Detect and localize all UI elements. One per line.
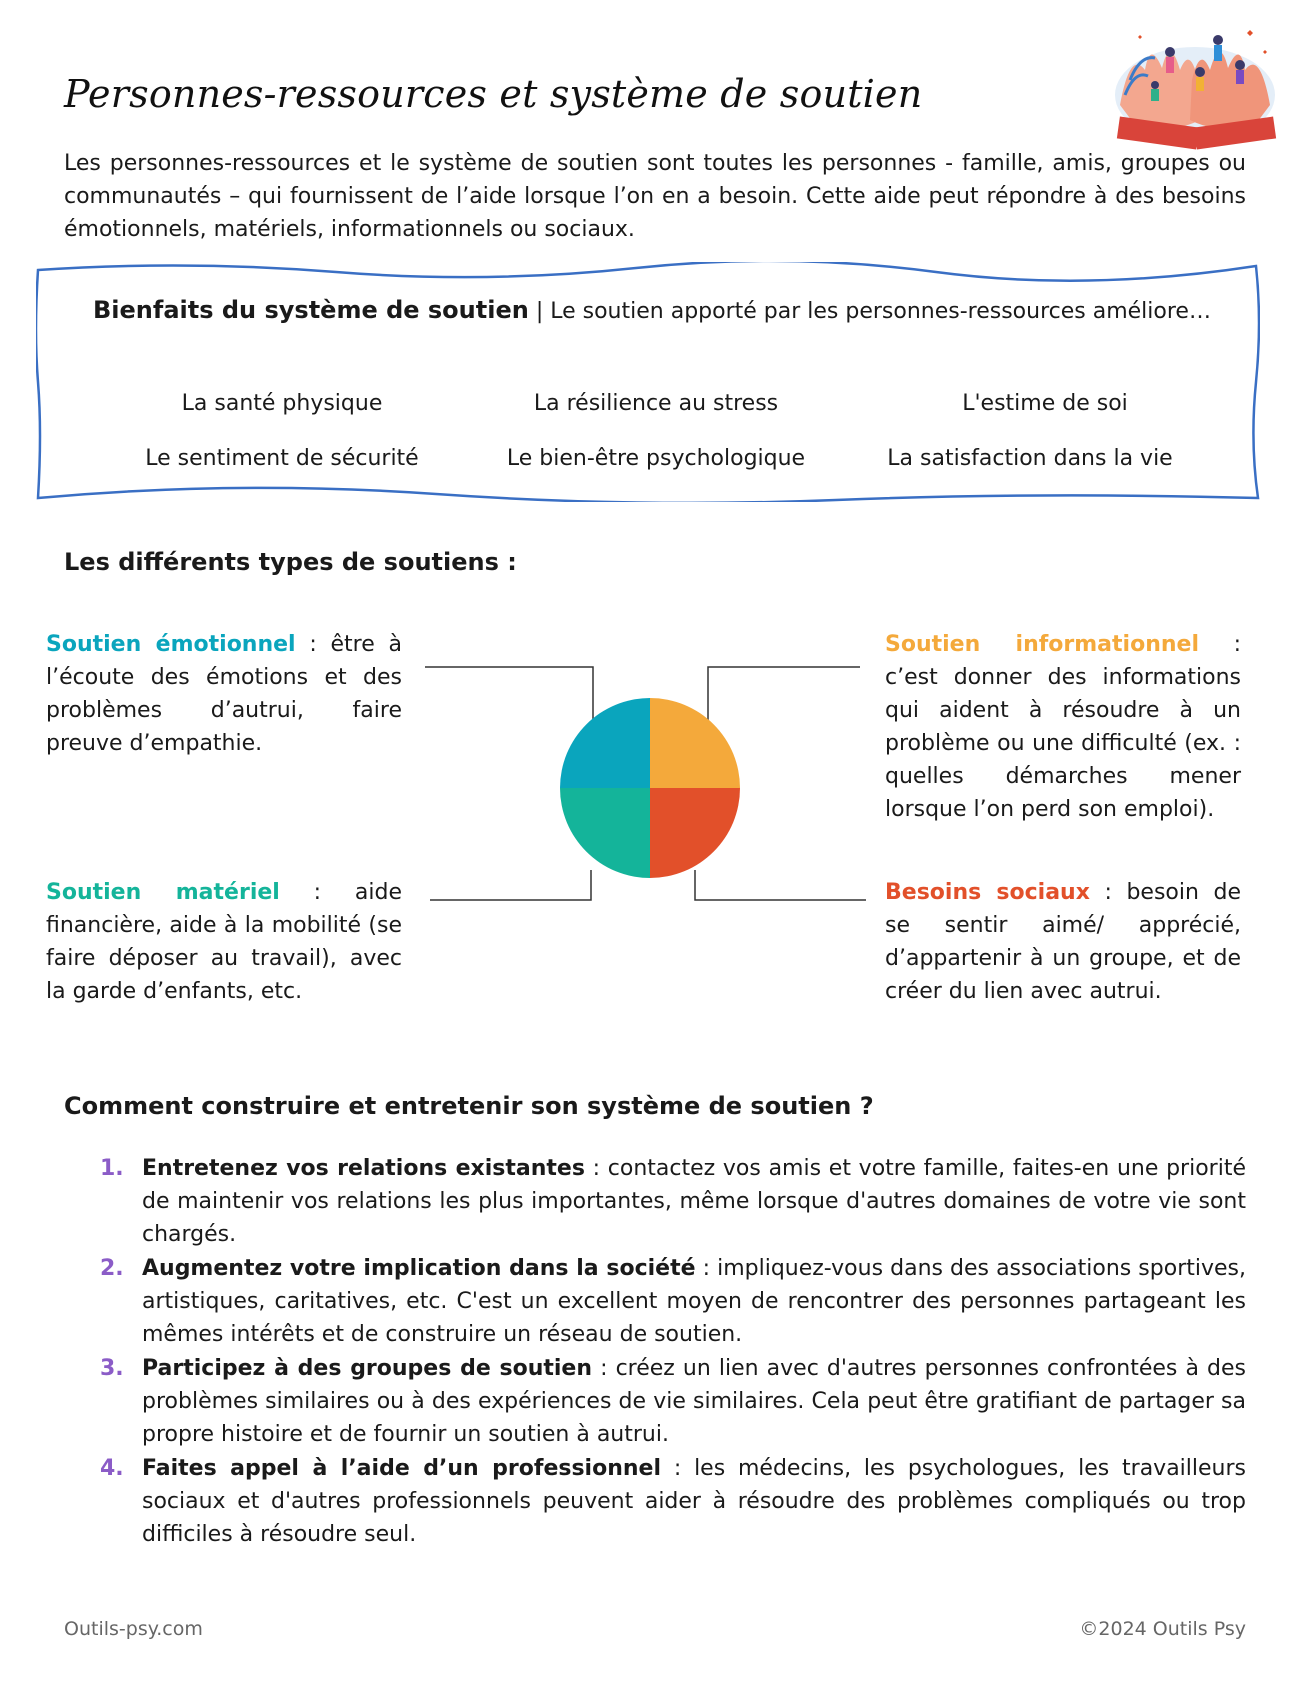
list-item (100, 1352, 1246, 1451)
label-separator: : (1089, 880, 1127, 905)
step-text: : créez un lien avec d'autres personnes confrontées à des problèmes similaires ou à des expériences de vie similaires. Cela peut être gratifiant de partager sa propre histoire et de fournir un soutien à autrui. (142, 1356, 1246, 1447)
connector-line-material (430, 870, 591, 900)
benefit-item: La résilience au stress (533, 391, 779, 416)
social-needs-text: besoin de se sentir aimé/ apprécié, d’appartenir à un groupe, et de créer du lien avec autrui. (885, 880, 1241, 1004)
benefit-item: L'estime de soi (962, 391, 1128, 416)
types-heading: Les différents types de soutiens : (64, 548, 517, 576)
connector-line-informational (708, 667, 860, 723)
label-separator: : (295, 632, 331, 657)
step-number: 1. (100, 1156, 124, 1181)
label-separator: : (1199, 632, 1242, 657)
step-number: 2. (100, 1256, 124, 1281)
step-text: : les médecins, les psychologues, les travailleurs sociaux et d'autres professionnels peuvent aider à résoudre des problèmes compliqués ou trop difficiles à résoudre seul. (142, 1456, 1246, 1547)
benefits-lead: Le soutien apporté par les personnes-ressources améliore… (550, 299, 1211, 324)
steps-list (100, 1152, 1246, 1552)
step-title: Faites appel à l’aide d’un professionnel (142, 1456, 661, 1481)
step-title: Participez à des groupes de soutien (142, 1356, 592, 1381)
informational-support-text: c’est donner des informations qui aident à résoudre à un problème ou une difficulté (ex. : quelles démarches mener lorsque l’on perd son emploi). (885, 665, 1241, 822)
pie-slice-material (560, 788, 650, 878)
pie-slice-social (650, 788, 740, 878)
benefit-item: La satisfaction dans la vie (887, 446, 1173, 471)
support-types-diagram (420, 660, 870, 910)
pie-slice-informational (650, 698, 740, 788)
social-needs-label: Besoins sociaux (885, 880, 1090, 905)
informational-support-label: Soutien informationnel (885, 632, 1199, 657)
emotional-support-text: être à l’écoute des émotions et des problèmes d’autrui, faire preuve d’empathie. (46, 632, 402, 756)
hands-illustration-icon (1100, 10, 1280, 150)
benefits-heading-block (93, 290, 1223, 332)
informational-support-block (885, 628, 1241, 826)
step-title: Entretenez vos relations existantes (142, 1156, 585, 1181)
pie-slice-emotional (560, 698, 650, 788)
intro-paragraph: Les personnes-ressources et le système de soutien sont toutes les personnes - famille, amis, groupes ou communautés – qui fournissent de l’aide lorsque l’on en a besoin. Cette aide peut répondre à des besoins émotionnels, matériels, informationnels ou sociaux. (64, 151, 1246, 242)
benefit-item: Le sentiment de sécurité (145, 446, 419, 471)
benefits-heading: Bienfaits du système de soutien (93, 296, 529, 324)
page-title: Personnes-ressources et système de soutien (64, 72, 923, 116)
list-item (100, 1452, 1246, 1551)
benefit-item: Le bien-être psychologique (506, 446, 806, 471)
step-number: 4. (100, 1456, 124, 1481)
benefit-item: La santé physique (181, 391, 383, 416)
footer-copyright: ©2024 Outils Psy (1079, 1618, 1246, 1640)
step-text: : contactez vos amis et votre famille, faites-en une priorité de maintenir vos relations les plus importantes, même lorsque d'autres domaines de votre vie sont chargés. (142, 1156, 1246, 1247)
material-support-text: aide financière, aide à la mobilité (se faire déposer au travail), avec la garde d’enfants, etc. (46, 880, 402, 1004)
material-support-label: Soutien matériel (46, 880, 280, 905)
label-separator: : (279, 880, 355, 905)
step-title: Augmentez votre implication dans la société (142, 1256, 696, 1281)
benefits-separator: | (528, 299, 551, 324)
step-text: : impliquez-vous dans des associations sportives, artistiques, caritatives, etc. C'est un excellent moyen de rencontrer des personnes partageant les mêmes intérêts et de construire un réseau de soutien. (142, 1256, 1246, 1347)
emotional-support-block (46, 628, 402, 760)
step-number: 3. (100, 1356, 124, 1381)
list-item (100, 1252, 1246, 1351)
list-item (100, 1152, 1246, 1251)
material-support-block (46, 876, 402, 1008)
emotional-support-label: Soutien émotionnel (46, 632, 296, 657)
social-needs-block (885, 876, 1241, 1008)
connector-line-emotional (425, 667, 593, 723)
connector-line-social (695, 870, 866, 900)
footer-site-link[interactable]: Outils-psy.com (64, 1618, 203, 1640)
build-heading: Comment construire et entretenir son système de soutien ? (64, 1092, 874, 1120)
